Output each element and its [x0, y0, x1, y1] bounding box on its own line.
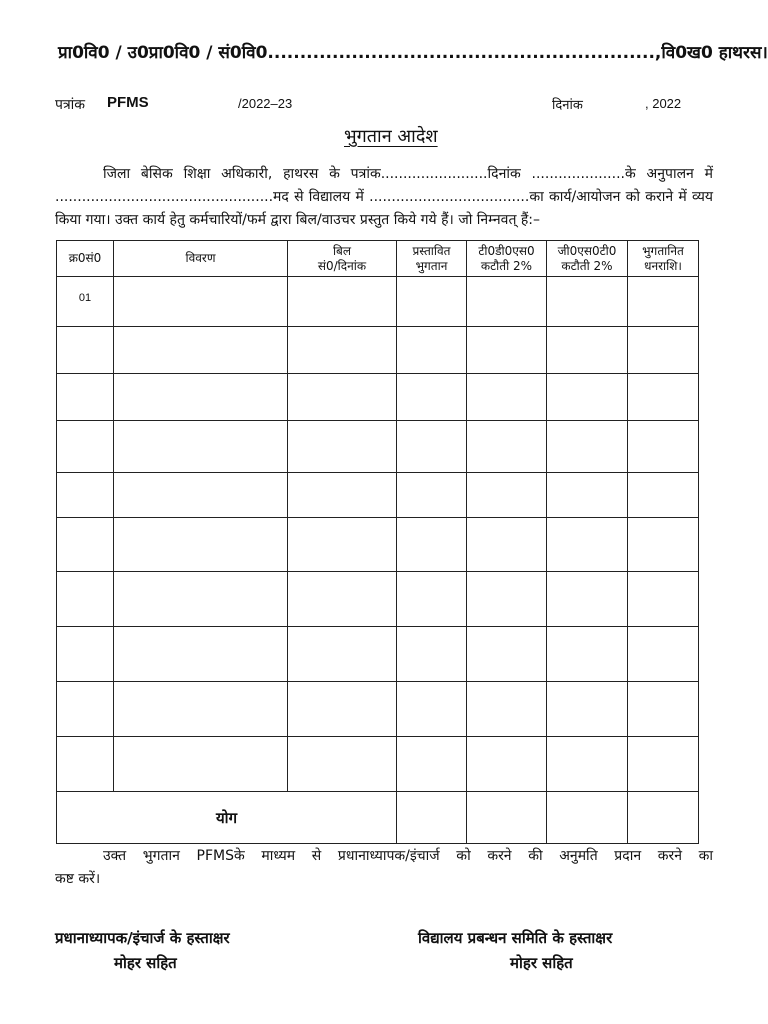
document-title: भुगतान आदेश: [344, 126, 438, 147]
cell-serial: [57, 737, 114, 792]
cell-paid: [628, 627, 699, 682]
intro-line-2: .................................................मद से विद्यालय में ....................................का कार्य/आयोजन को कराने में व्यय: [55, 189, 713, 205]
cell-proposed: [397, 421, 467, 473]
col-header-serial: क्र0सं0: [57, 241, 114, 277]
cell-serial: [57, 627, 114, 682]
cell-bill: [288, 682, 397, 737]
cell-serial: [57, 374, 114, 421]
table-row: [57, 627, 699, 682]
intro-line-1: जिला बेसिक शिक्षा अधिकारी, हाथरस के पत्रांक........................दिनांक .....................के अनुपालन में: [103, 166, 713, 182]
table-row: [57, 374, 699, 421]
cell-gst: [547, 737, 628, 792]
cell-paid: [628, 473, 699, 518]
closing-paragraph: [55, 845, 713, 891]
cell-proposed: [397, 473, 467, 518]
cell-description: [114, 682, 288, 737]
cell-bill: [288, 572, 397, 627]
total-proposed: [397, 792, 467, 844]
cell-bill: [288, 627, 397, 682]
cell-gst: [547, 572, 628, 627]
cell-paid: [628, 421, 699, 473]
cell-serial: [57, 682, 114, 737]
cell-paid: [628, 518, 699, 572]
cell-paid: [628, 327, 699, 374]
table-row: [57, 737, 699, 792]
cell-tds: [467, 374, 547, 421]
table-row: [57, 327, 699, 374]
cell-bill: [288, 374, 397, 421]
cell-serial: [57, 421, 114, 473]
table-row: [57, 473, 699, 518]
table-row: [57, 682, 699, 737]
cell-description: [114, 572, 288, 627]
headmaster-signature-label: प्रधानाध्यापक/इंचार्ज के हस्ताक्षर: [55, 929, 230, 947]
cell-gst: [547, 327, 628, 374]
total-tds: [467, 792, 547, 844]
cell-tds: [467, 682, 547, 737]
cell-tds: [467, 572, 547, 627]
cell-gst: [547, 277, 628, 327]
cell-proposed: [397, 682, 467, 737]
table-row: [57, 572, 699, 627]
header-school-line: प्रा0वि0 / उ0प्रा0वि0 / सं0वि0............................................................,वि0ख0 हाथरस।: [58, 43, 768, 63]
cell-gst: [547, 518, 628, 572]
committee-stamp-label: मोहर सहित: [510, 954, 573, 972]
table-row: [57, 518, 699, 572]
col-header-proposed-payment: प्रस्तावित भुगतान: [397, 241, 467, 277]
cell-proposed: [397, 737, 467, 792]
cell-description: [114, 473, 288, 518]
cell-gst: [547, 421, 628, 473]
intro-paragraph: [55, 163, 713, 232]
cell-paid: [628, 277, 699, 327]
headmaster-stamp-label: मोहर सहित: [114, 954, 177, 972]
intro-line-3: किया गया। उक्त कार्य हेतु कर्मचारियों/फर्म द्वारा बिल/वाउचर प्रस्तुत किये गये हैं। जो निम्नवत् हैं:–: [55, 212, 541, 228]
cell-proposed: [397, 327, 467, 374]
col-header-description: विवरण: [114, 241, 288, 277]
cell-gst: [547, 473, 628, 518]
payment-table: [56, 240, 699, 844]
cell-gst: [547, 374, 628, 421]
cell-description: [114, 737, 288, 792]
date-value: , 2022: [645, 96, 682, 111]
cell-paid: [628, 737, 699, 792]
cell-proposed: [397, 572, 467, 627]
cell-bill: [288, 518, 397, 572]
cell-description: [114, 421, 288, 473]
cell-gst: [547, 682, 628, 737]
total-label: योग: [57, 792, 397, 844]
cell-bill: [288, 277, 397, 327]
cell-bill: [288, 737, 397, 792]
col-header-tds-deduction: टी0डी0एस0 कटौती 2%: [467, 241, 547, 277]
cell-bill: [288, 327, 397, 374]
col-header-paid-amount: भुगतानित धनराशि।: [628, 241, 699, 277]
cell-description: [114, 277, 288, 327]
cell-serial: [57, 327, 114, 374]
cell-description: [114, 627, 288, 682]
closing-line-2: कष्ट करें।: [55, 871, 101, 887]
cell-description: [114, 327, 288, 374]
cell-proposed: [397, 627, 467, 682]
col-header-gst-deduction: जी0एस0टी0 कटौती 2%: [547, 241, 628, 277]
closing-line-1: उक्त भुगतान PFMSके माध्यम से प्रधानाध्यापक/इंचार्ज को करने की अनुमति प्रदान करने का: [103, 848, 713, 864]
cell-proposed: [397, 518, 467, 572]
cell-serial: [57, 473, 114, 518]
cell-description: [114, 518, 288, 572]
col-header-bill: बिल सं0/दिनांक: [288, 241, 397, 277]
table-total-row: [57, 792, 699, 844]
cell-proposed: [397, 277, 467, 327]
cell-paid: [628, 572, 699, 627]
committee-signature-label: विद्यालय प्रबन्धन समिति के हस्ताक्षर: [418, 929, 613, 947]
letter-number-label: पत्रांक: [55, 97, 86, 113]
total-paid: [628, 792, 699, 844]
table-row: [57, 421, 699, 473]
cell-tds: [467, 327, 547, 374]
total-gst: [547, 792, 628, 844]
letter-number-code: PFMS: [107, 94, 149, 111]
cell-serial: [57, 572, 114, 627]
date-label: दिनांक: [552, 98, 583, 113]
cell-serial: [57, 518, 114, 572]
cell-paid: [628, 374, 699, 421]
cell-bill: [288, 421, 397, 473]
session-year: /2022–23: [238, 96, 293, 111]
cell-bill: [288, 473, 397, 518]
cell-description: [114, 374, 288, 421]
table-header-row: [57, 241, 699, 277]
cell-tds: [467, 737, 547, 792]
cell-tds: [467, 518, 547, 572]
cell-paid: [628, 682, 699, 737]
cell-tds: [467, 627, 547, 682]
cell-tds: [467, 421, 547, 473]
cell-serial: 01: [57, 277, 114, 327]
cell-tds: [467, 277, 547, 327]
cell-gst: [547, 627, 628, 682]
cell-tds: [467, 473, 547, 518]
table-row: [57, 277, 699, 327]
cell-proposed: [397, 374, 467, 421]
